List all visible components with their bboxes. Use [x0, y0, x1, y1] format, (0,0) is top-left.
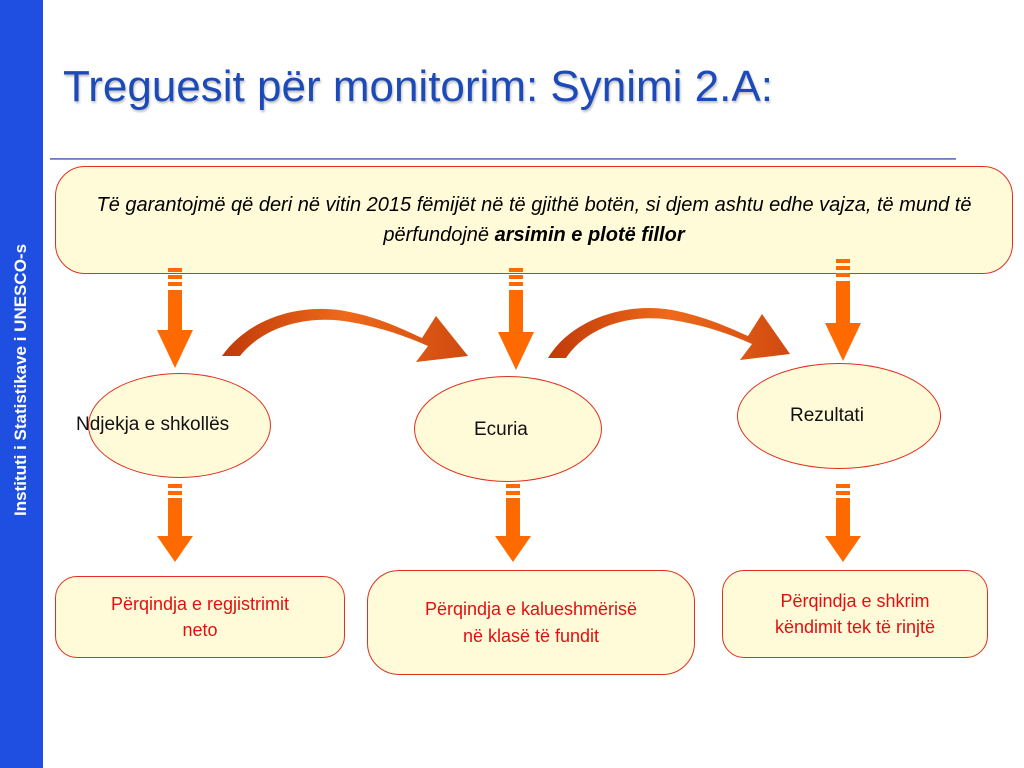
down-arrow-icon	[825, 484, 861, 562]
goal-text-bold: arsimin e plotë fillor	[494, 224, 685, 246]
indicator-line: Përqindja e shkrim	[780, 590, 930, 611]
stage-label: Ndjekja e shkollës	[76, 414, 230, 435]
sidebar-label: Instituti i Statistikave i UNESCO-s	[11, 243, 30, 517]
down-arrow-icon	[157, 268, 193, 368]
indicator-box	[367, 570, 695, 675]
curved-arrow-icon	[222, 309, 468, 362]
indicator-line: këndimit tek të rinjtë	[774, 617, 936, 637]
down-arrow-icon	[825, 259, 861, 361]
curved-arrow-icon	[548, 308, 790, 360]
indicator-line: Përqindja e kalueshmërisë	[424, 599, 638, 620]
goal-text-plain: Të garantojmë që deri në vitin 2015 fëmijët në të gjithë botën, si djem ashtu edhe vajza, të mund të përfundojnë	[96, 194, 972, 246]
indicator-line: Përqindja e regjistrimit	[110, 593, 290, 614]
indicator-line: në klasë të fundit	[462, 625, 600, 646]
down-arrow-icon	[157, 484, 193, 562]
down-arrow-icon	[498, 268, 534, 370]
stage-label: Rezultati	[790, 405, 864, 426]
down-arrow-icon	[495, 484, 531, 562]
indicator-line: neto	[182, 620, 218, 640]
indicator-box	[55, 576, 345, 658]
page-title: Treguesit për monitorim: Synimi 2.A:	[63, 62, 773, 111]
stage-label: Ecuria	[474, 419, 528, 440]
indicator-box	[722, 570, 988, 658]
